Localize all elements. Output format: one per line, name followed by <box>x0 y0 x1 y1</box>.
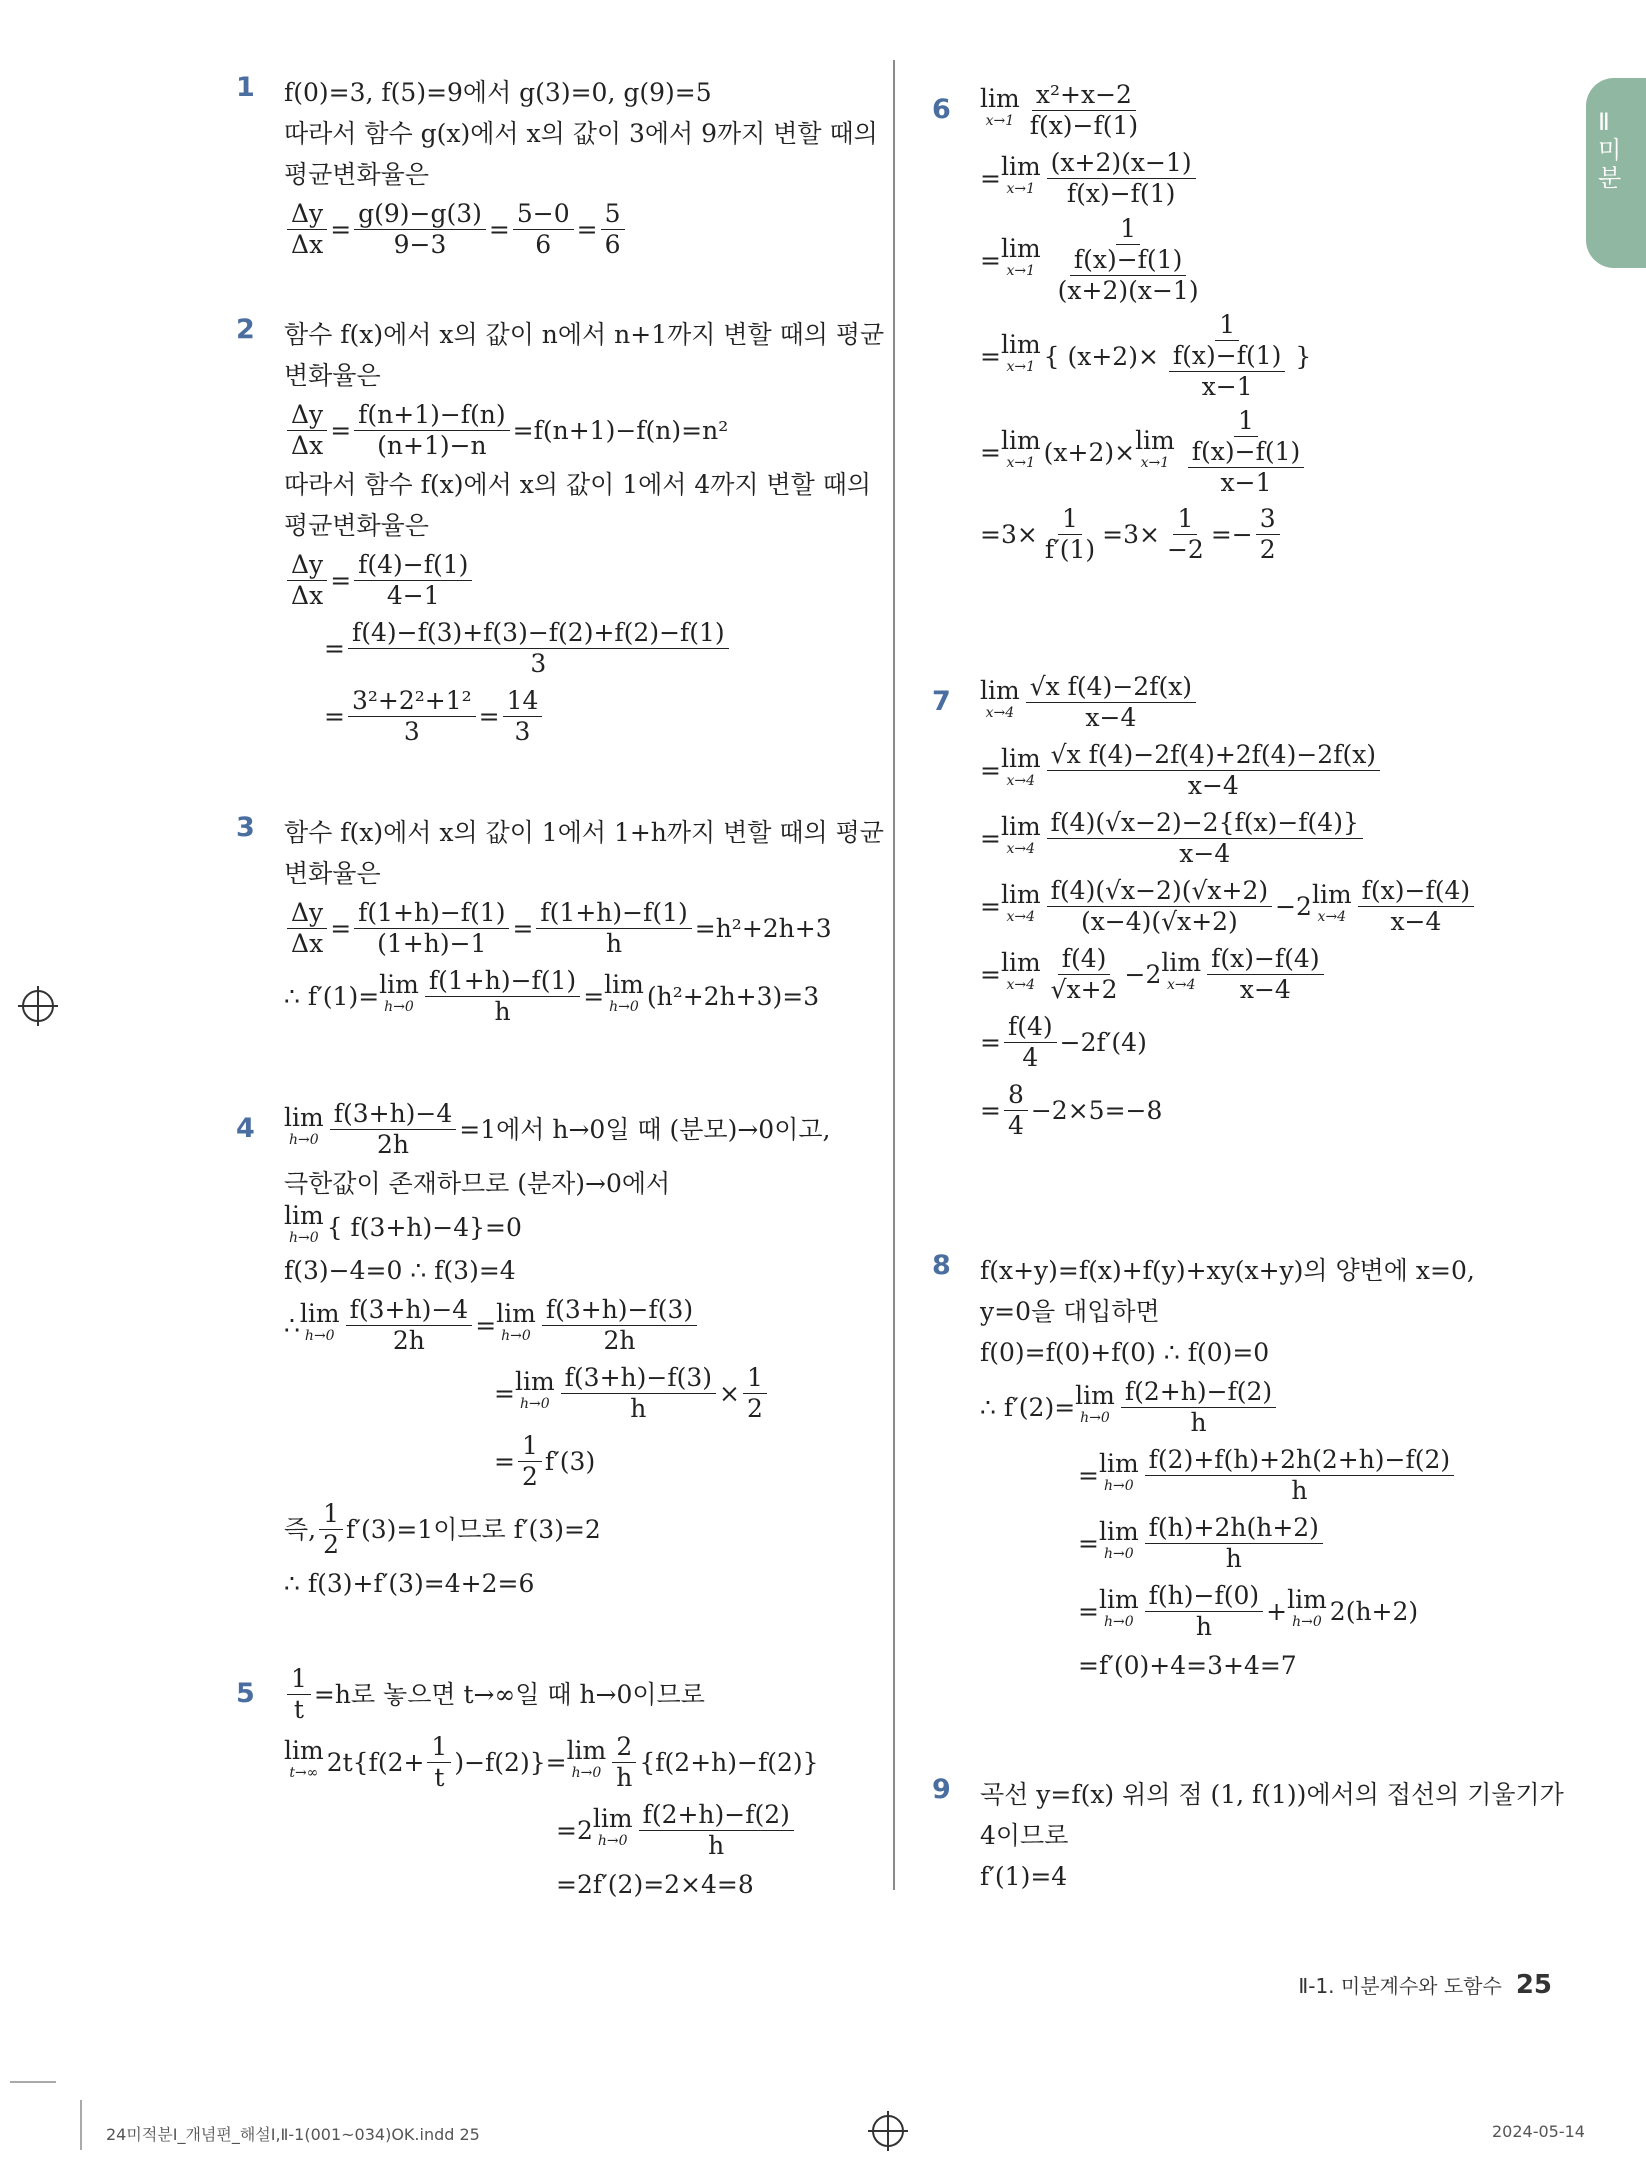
equation: lim h→0 { f(3+h)−4}=0 <box>284 1201 522 1246</box>
text-line: 변화율은 <box>284 859 381 888</box>
text-line: 함수 f(x)에서 x의 값이 1에서 1+h까지 변할 때의 평균 <box>284 818 884 847</box>
page-footer <box>1298 1970 1552 2000</box>
text-line: y=0을 대입하면 <box>980 1297 1160 1326</box>
equation: = lim x→1 (x+2)(x−1) f(x)−f(1) <box>980 144 1314 212</box>
section-title: Ⅱ-1. 미분계수와 도함수 <box>1298 1974 1502 1998</box>
text-line: 평균변화율은 <box>284 511 429 540</box>
equation: = lim x→4 f(4)(√x−2)−2{f(x)−f(4)} x−4 <box>980 804 1477 872</box>
chapter-tab-label: Ⅱ 미분 <box>1598 108 1622 192</box>
equation: = f(4)−f(3)+f(3)−f(2)+f(2)−f(1) 3 <box>284 614 884 682</box>
problem-number: 3 <box>236 812 255 843</box>
equation: = lim h→0 f(2)+f(h)+2h(2+h)−f(2) h <box>980 1441 1475 1509</box>
equation: = lim x→4 f(4) √x+2 −2 lim x→4 f(x)−f(4) x−4 <box>980 940 1477 1008</box>
problem-number: 9 <box>932 1774 951 1805</box>
text-line: =2f′(2)=2×4=8 <box>556 1870 754 1899</box>
equation: $\frac{1}{t}$ =h로 놓으면 t→∞일 때 h→0이므로 <box>284 1660 819 1728</box>
problem-number: 1 <box>236 72 255 103</box>
text-line: 따라서 함수 f(x)에서 x의 값이 1에서 4까지 변할 때의 <box>284 470 872 499</box>
equation: ∴ f′(2)= lim h→0 f(2+h)−f(2) h <box>980 1373 1475 1441</box>
equation: ∴ lim h→0 $\frac{f(3+h)-4}{2h}$ = lim h→0 f(3+h)−f(3) 2h <box>284 1291 830 1359</box>
text-line: 극한값이 존재하므로 (분자)→0에서 <box>284 1169 671 1198</box>
equation: = lim x→4 f(4)(√x−2)(√x+2) (x−4)(√x+2) −2 lim x→4 f(x)−f(4) x−4 <box>980 872 1477 940</box>
problem-number: 2 <box>236 314 255 345</box>
problem-number: 6 <box>932 94 951 125</box>
text-line: 변화율은 <box>284 361 381 390</box>
equation: lim x→1 x²+x−2 f(x)−f(1) <box>980 79 1139 140</box>
problem-number: 4 <box>236 1113 255 1144</box>
equation: = lim x→1 { (x+2)× $\frac{1}{\frac{f(x)-f(1)}{x-1}}$ } <box>980 310 1312 401</box>
equation: =2 lim h→0 f(2+h)−f(2) h <box>284 1796 819 1864</box>
equation: ∴ f′(1)= lim h→0 $\frac{f(1+h)-f(1)}{h}$ = lim h→0 (h²+2h+3)=3 <box>284 965 820 1026</box>
crop-line <box>80 2100 82 2150</box>
equation: = $\frac{f(4)}{4}$ −2f′(4) <box>980 1011 1147 1072</box>
text-line: 4이므로 <box>980 1821 1069 1850</box>
problem-number: 7 <box>932 686 951 717</box>
text-line: 따라서 함수 g(x)에서 x의 값이 3에서 9까지 변할 때의 <box>284 119 878 148</box>
text-line: f(0)=3, f(5)=9에서 g(3)=0, g(9)=5 <box>284 78 712 107</box>
crop-line <box>10 2081 56 2083</box>
text-line: ∴ f(3)+f′(3)=4+2=6 <box>284 1569 535 1598</box>
text-line: f(3)−4=0 ∴ f(3)=4 <box>284 1256 516 1285</box>
text-line: f(x+y)=f(x)+f(y)+xy(x+y)의 양변에 x=0, <box>980 1256 1475 1285</box>
equation: = lim x→1 (x+2)× lim x→1 1 $\frac{f(x)-f(1)}{x-1}$ <box>980 404 1314 500</box>
text-line: 곡선 y=f(x) 위의 점 (1, f(1))에서의 접선의 기울기가 <box>980 1780 1564 1809</box>
registration-mark-left <box>22 990 54 1022</box>
text-line: 평균변화율은 <box>284 160 429 189</box>
equation: 즉, 1 2 f′(3)=1이므로 f′(3)=2 <box>284 1498 601 1559</box>
registration-mark-bottom <box>872 2115 904 2147</box>
equation: Δy Δx = f(4)−f(1) 4−1 <box>284 546 884 614</box>
equation: Δy Δx = $\frac{f(n+1)-f(n)}{(n+1)-n}$ =f(n+1)−f(n)=n² <box>284 396 884 464</box>
equation: Δy Δx = g(9)−g(3) 9−3 = 5−0 6 = 5 6 <box>284 195 878 263</box>
equation: = lim h→0 f(h)+2h(h+2) h <box>980 1509 1475 1577</box>
equation: = lim h→0 $\frac{f(3+h)-f(3)}{h}$ × $\frac{1}{2}$ <box>284 1359 830 1427</box>
equation: Δy Δx = f(1+h)−f(1) (1+h)−1 = $\frac{f(1+h)-f(1)}{h}$ =h²+2h+3 <box>284 894 884 962</box>
equation: = $\frac{1}{2}$ f′(3) <box>494 1430 596 1491</box>
equation: = lim x→1 1 $\frac{f(x)-f(1)}{(x+2)(x-1)}$ <box>980 214 1199 305</box>
equation: lim t→∞ 2t {f(2+ $\frac{1}{t}$ )−f(2)} = lim h→0 2 h {f(2+h)−f(2)} <box>284 1731 819 1792</box>
page-number: 25 <box>1515 1970 1552 2000</box>
text-line: f′(1)=4 <box>980 1862 1068 1891</box>
text-line: 함수 f(x)에서 x의 값이 n에서 n+1까지 변할 때의 평균 <box>284 320 885 349</box>
equation: = 3²+2²+1² 3 = 14 3 <box>284 682 884 750</box>
problem-number: 5 <box>236 1678 255 1709</box>
column-divider <box>893 60 895 1890</box>
print-date: 2024-05-14 <box>1492 2122 1585 2141</box>
problem-number: 8 <box>932 1250 951 1281</box>
equation: = lim x→4 √x f(4)−2f(4)+2f(4)−2f(x) x−4 <box>980 736 1477 804</box>
equation: = lim h→0 f(h)−f(0) h + lim h→0 2(h+2) <box>1078 1580 1419 1641</box>
equation: lim x→4 √x f(4)−2f(x) x−4 <box>980 668 1477 736</box>
text-line: =f′(0)+4=3+4=7 <box>1078 1651 1297 1680</box>
text-line: f(0)=f(0)+f(0) ∴ f(0)=0 <box>980 1338 1270 1367</box>
equation: = $\frac{8}{4}$ −2×5=−8 <box>980 1079 1163 1140</box>
equation: =3× $\frac{1}{f'(1)}$ =3× $\frac{1}{-2}$ =− $\frac{3}{2}$ <box>980 500 1314 568</box>
print-file-info: 24미적분Ⅰ_개념편_해설Ⅰ,Ⅱ-1(001~034)OK.indd 25 <box>106 2125 480 2144</box>
equation: lim h→0 $\frac{f(3+h)-4}{2h}$ =1에서 h→0일 때 (분모)→0이고, <box>284 1098 831 1159</box>
